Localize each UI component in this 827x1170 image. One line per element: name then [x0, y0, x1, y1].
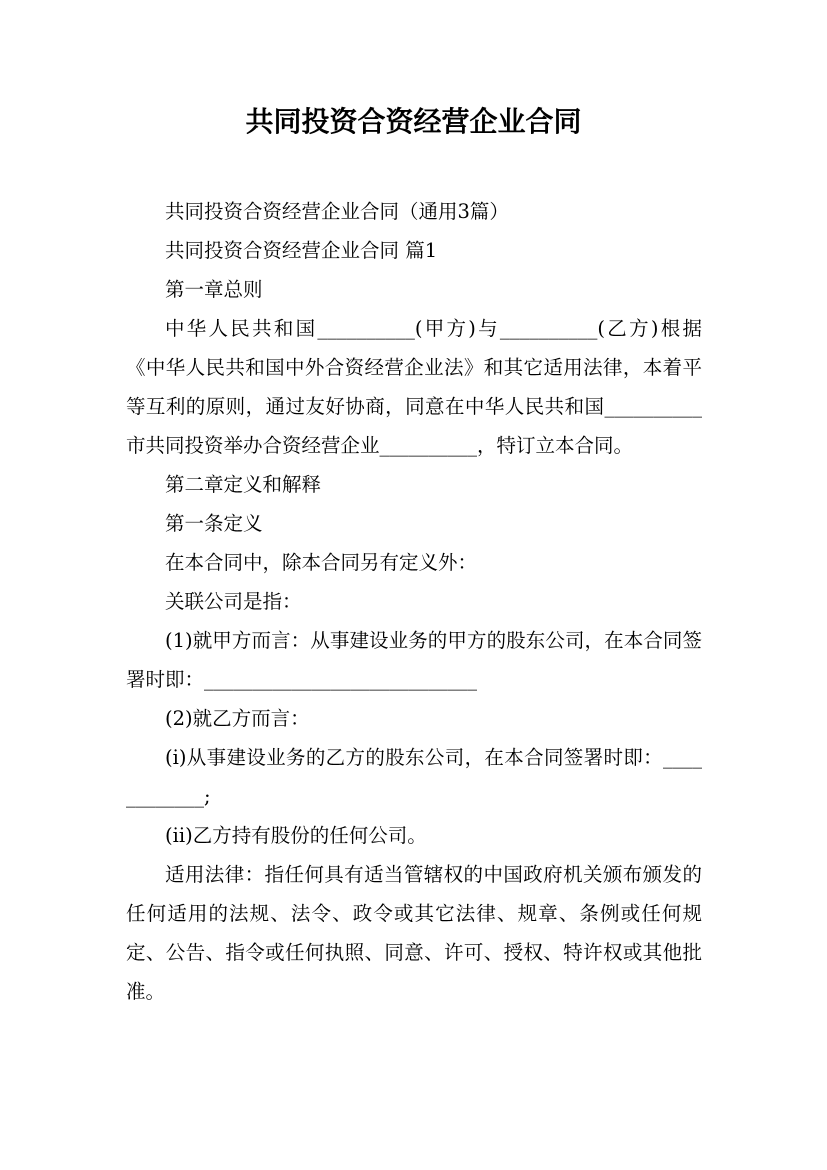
paragraph-part-heading: 共同投资合资经营企业合同 篇1	[165, 239, 438, 262]
paragraph-chapter-1-heading: 第一章总则	[165, 278, 263, 301]
paragraph-affiliate-party-b: (2)就乙方而言：	[165, 707, 310, 730]
paragraph-affiliate-party-a: (1)就甲方而言：从事建设业务的甲方的股东公司，在本合同签署时即：____________________________	[126, 629, 702, 691]
paragraph-affiliate-party-b-i: (i)从事建设业务的乙方的股东公司，在本合同签署时即：____________;	[126, 746, 702, 808]
paragraph-article-1-heading: 第一条定义	[165, 512, 263, 535]
document-body	[126, 192, 702, 1011]
paragraph-preamble: 中华人民共和国__________(甲方)与__________(乙方)根据《中华人民共和国中外合资经营企业法》和其它适用法律，本着平等互利的原则，通过友好协商，同意在中华人民共和国__________市共同投资举办合资经营企业__________，特订立本合同。	[126, 317, 702, 457]
paragraph-subtitle: 共同投资合资经营企业合同（通用3篇）	[165, 200, 509, 223]
paragraph-affiliate-party-b-ii: (ii)乙方持有股份的任何公司。	[165, 824, 427, 847]
paragraph-definitions-intro: 在本合同中，除本合同另有定义外：	[165, 551, 478, 574]
paragraph-applicable-law: 适用法律：指任何具有适当管辖权的中国政府机关颁布颁发的任何适用的法规、法令、政令或其它法律、规章、条例或任何规定、公告、指令或任何执照、同意、许可、授权、特许权或其他批准。	[126, 863, 702, 1003]
paragraph-affiliate-intro: 关联公司是指：	[165, 590, 302, 613]
paragraph-chapter-2-heading: 第二章定义和解释	[165, 473, 322, 496]
document-title: 共同投资合资经营企业合同	[245, 105, 582, 138]
